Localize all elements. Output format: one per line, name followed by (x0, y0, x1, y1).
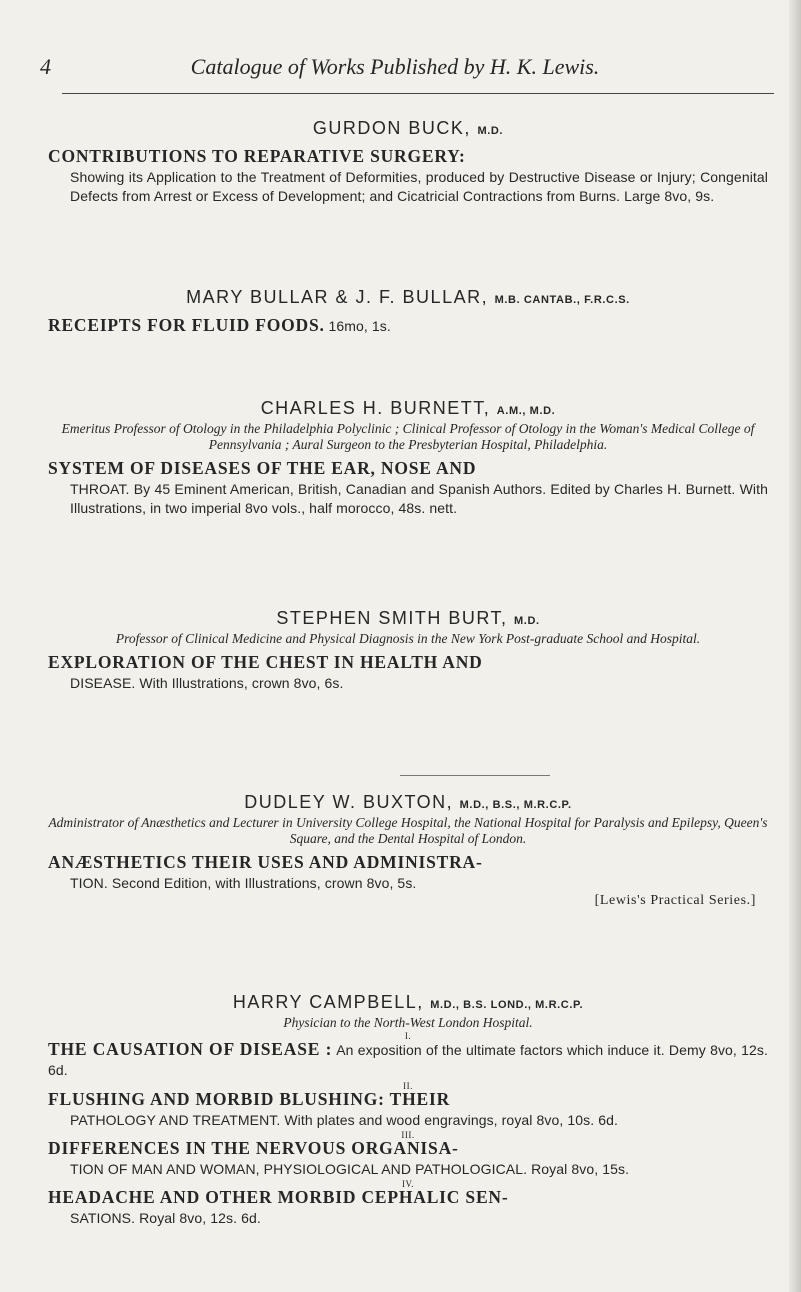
book-description: An exposition of the ultimate factors which induce it. Demy 8vo, 12s. 6d. (48, 1042, 768, 1078)
header-rule (62, 93, 774, 94)
entry-text (48, 1090, 768, 1130)
author-affiliation: Emeritus Professor of Otology in the Philadelphia Polyclinic ; Clinical Professor of Otology in the Woman's Medical College of Pennsylvania ; Aural Surgeon to the Presbyterian Hospital, Philadelphia. (61, 421, 755, 452)
book-description: TION. Second Edition, with Illustrations, crown 8vo, 5s. (70, 875, 417, 891)
entry-text (48, 653, 768, 693)
running-title: Catalogue of Works Published by H. K. Lewis. (190, 54, 600, 79)
work-numeral: I. (404, 1031, 412, 1041)
section-rule (400, 775, 550, 776)
book-description: DISEASE. With Illustrations, crown 8vo, 6s. (70, 675, 344, 691)
entry-gurdon-buck (48, 118, 768, 206)
work-numeral: IV. (401, 1179, 415, 1189)
book-title: DIFFERENCES IN THE NERVOUS ORGANISA- (48, 1138, 459, 1158)
entry-burt (48, 608, 768, 693)
book-description: THROAT. By 45 Eminent American, British, Canadian and Spanish Authors. Edited by Charles H. Burnett. With Illustrations, in two imperial 8vo vols., half morocco, 48s. nett. (70, 481, 768, 516)
page-spine-shadow (789, 0, 801, 1292)
work-numeral: III. (401, 1130, 415, 1140)
book-title: SYSTEM OF DISEASES OF THE EAR, NOSE AND (48, 458, 477, 478)
book-title: FLUSHING AND MORBID BLUSHING: THEIR (48, 1089, 451, 1109)
book-title: ANÆSTHETICS THEIR USES AND ADMINISTRA- (48, 852, 483, 872)
page-number: 4 (40, 54, 51, 79)
running-header (20, 50, 770, 80)
author-name: DUDLEY W. BUXTON, M.D., B.S., M.R.C.P. (244, 792, 572, 812)
author-affiliation: Professor of Clinical Medicine and Physical Diagnosis in the New York Post-graduate School and Hospital. (115, 631, 701, 646)
entry-text (48, 147, 768, 206)
author-name: CHARLES H. BURNETT, A.M., M.D. (260, 398, 556, 418)
book-title: EXPLORATION OF THE CHEST IN HEALTH AND (48, 652, 483, 672)
work-numeral: II. (403, 1081, 413, 1091)
author-name: STEPHEN SMITH BURT, M.D. (276, 608, 540, 628)
entry-buxton (48, 792, 768, 923)
book-title: THE CAUSATION OF DISEASE : (48, 1039, 333, 1059)
entry-text (48, 1040, 768, 1081)
book-description: 16mo, 1s. (328, 318, 391, 334)
book-title: RECEIPTS FOR FLUID FOODS. (48, 315, 325, 335)
author-affiliation: Administrator of Anæsthetics and Lecturer in University College Hospital, the National Hospital for Paralysis and Epilepsy, Queen's Square, and the Dental Hospital of London. (48, 815, 768, 846)
entry-campbell (48, 992, 768, 1228)
entry-text (48, 459, 768, 518)
entry-burnett (48, 398, 768, 518)
entry-text (48, 316, 768, 337)
entry-bullar (48, 287, 768, 337)
book-title: CONTRIBUTIONS TO REPARATIVE SURGERY: (48, 146, 466, 166)
entry-text (48, 1188, 768, 1228)
entry-text (48, 1139, 768, 1179)
book-description: Showing its Application to the Treatment of Deformities, produced by Destructive Disease or Injury; Congenital Defects from Arrest or Excess of Development; and Cicatricial Contractions from Burns. Large 8vo, 9s. (70, 169, 768, 204)
book-description: PATHOLOGY AND TREATMENT. With plates and wood engravings, royal 8vo, 10s. 6d. (70, 1112, 618, 1128)
book-description: SATIONS. Royal 8vo, 12s. 6d. (70, 1210, 261, 1226)
book-title: HEADACHE AND OTHER MORBID CEPHALIC SEN- (48, 1187, 509, 1207)
author-affiliation: Physician to the North-West London Hospital. (283, 1015, 533, 1030)
author-name: HARRY CAMPBELL, M.D., B.S. LOND., M.R.C.P. (232, 992, 584, 1012)
book-description: TION OF MAN AND WOMAN, PHYSIOLOGICAL AND PATHOLOGICAL. Royal 8vo, 15s. (70, 1161, 630, 1177)
author-name: MARY BULLAR & J. F. BULLAR, M.B. CANTAB., F.R.C.S. (186, 287, 630, 307)
series-note: [Lewis's Practical Series.] (594, 893, 756, 908)
author-name: GURDON BUCK, M.D. (312, 118, 504, 138)
entry-text (48, 853, 768, 893)
